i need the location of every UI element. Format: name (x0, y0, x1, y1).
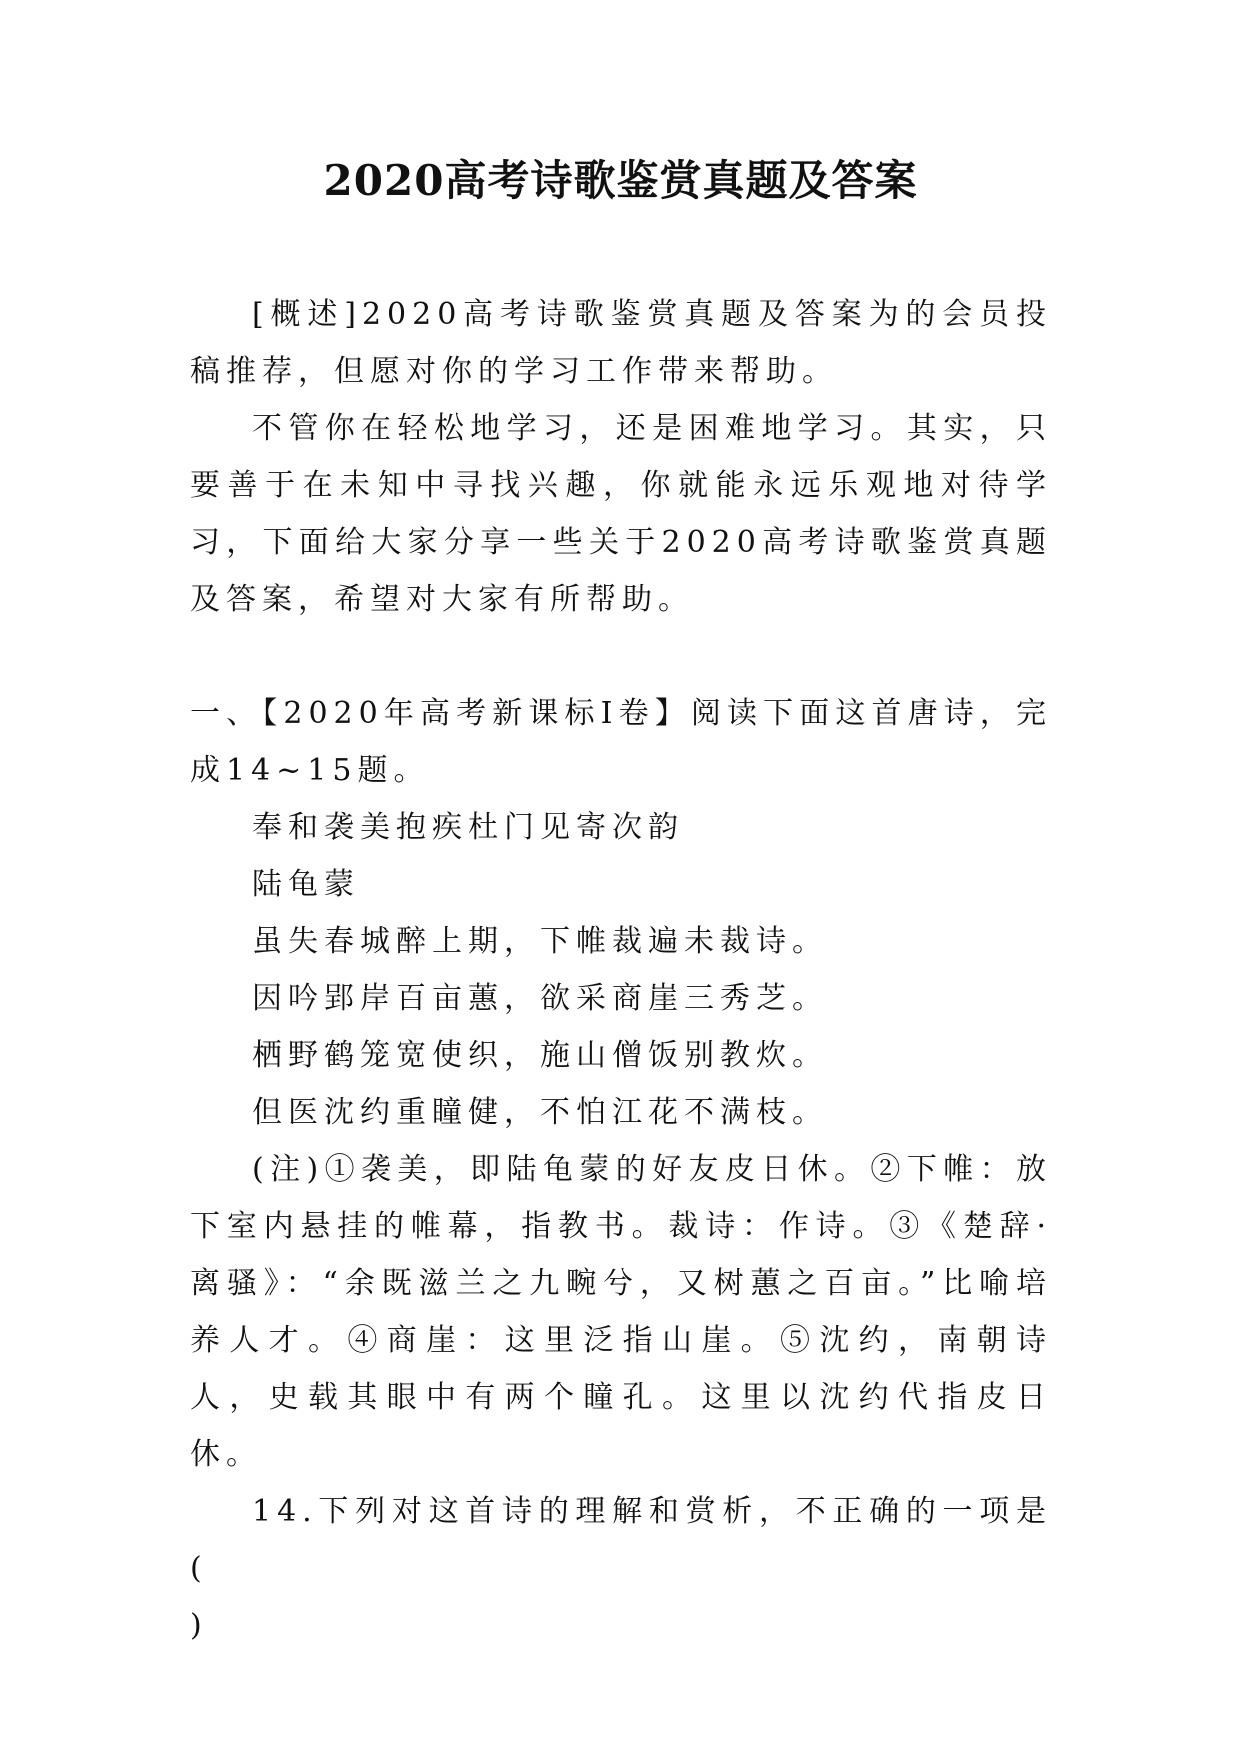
question-14-closing-parenthesis: ) (190, 1608, 208, 1643)
intro-paragraph-1: [概述]2020高考诗歌鉴赏真题及答案为的会员投稿推荐，但愿对你的学习工作带来帮助。 (190, 297, 1052, 389)
poem-line: 但医沈约重瞳健，不怕江花不满枝。 (252, 1095, 828, 1130)
poem-line: 栖野鹤笼宽使织，施山僧饭别教炊。 (252, 1038, 828, 1073)
poem-author: 陆龟蒙 (252, 867, 360, 902)
poem-line: 虽失春城醉上期，下帷裁遍未裁诗。 (252, 924, 828, 959)
poem-title: 奉和袭美抱疾杜门见寄次韵 (252, 810, 684, 845)
paragraph-gap (190, 628, 1052, 685)
poem-note: (注)①袭美，即陆龟蒙的好友皮日休。②下帷：放下室内悬挂的帷幕，指教书。裁诗：作诗。③《楚辞·离骚》：“余既滋兰之九畹兮，又树蕙之百亩。”比喻培养人才。④商崖：这里泛指山崖。⑤沈约，南朝诗人，史载其眼中有两个瞳孔。这里以沈约代指皮日休。 (190, 1152, 1052, 1472)
document-title: 2020高考诗歌鉴赏真题及答案 (323, 156, 918, 205)
intro-paragraph-2: 不管你在轻松地学习，还是困难地学习。其实，只要善于在未知中寻找兴趣，你就能永远乐观地对待学习，下面给大家分享一些关于2020高考诗歌鉴赏真题及答案，希望对大家有所帮助。 (190, 411, 1052, 617)
question-14: 14.下列对这首诗的理解和赏析，不正确的一项是( (190, 1494, 1052, 1586)
section-heading: 一、【2020年高考新课标Ⅰ卷】阅读下面这首唐诗，完成14~15题。 (190, 696, 1052, 788)
poem-line: 因吟郢岸百亩蕙，欲采商崖三秀芝。 (252, 981, 828, 1016)
document-body (190, 286, 1052, 1654)
